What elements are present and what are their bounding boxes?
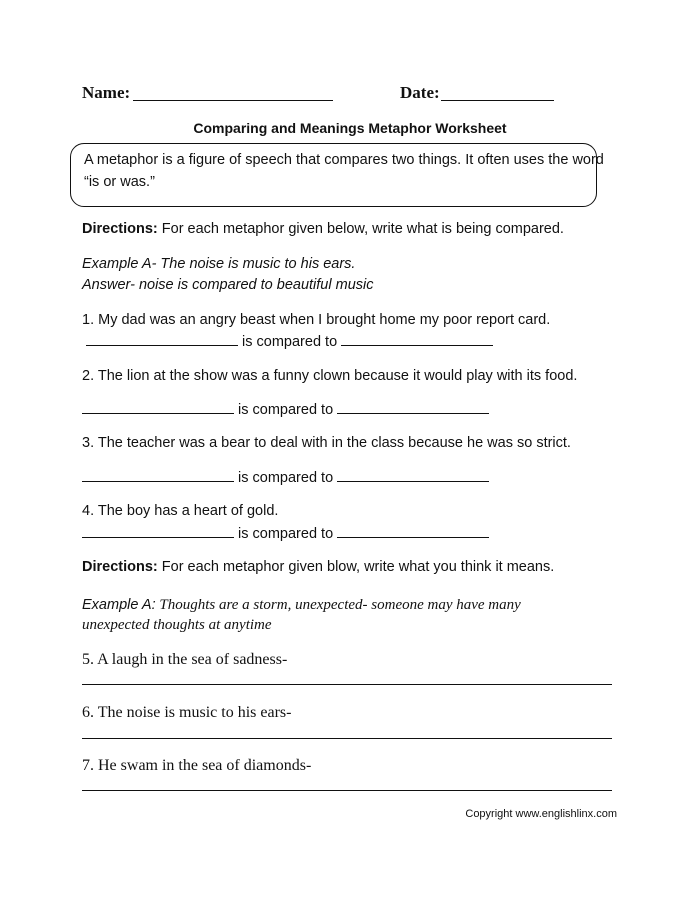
question-6: 6. The noise is music to his ears-	[82, 704, 292, 721]
question-5: 5. A laugh in the sea of sadness-	[82, 651, 288, 668]
answer-line-7[interactable]	[82, 790, 612, 791]
question-1: 1. My dad was an angry beast when I brought home my poor report card.	[82, 312, 551, 328]
definition-line-2: “is or was.”	[84, 174, 155, 190]
page-title: Comparing and Meanings Metaphor Worksheet	[193, 120, 507, 136]
answer-blank-1b[interactable]	[341, 333, 493, 346]
compared-to-2: is compared to	[238, 402, 334, 418]
answer-row-4	[82, 525, 489, 542]
question-7: 7. He swam in the sea of diamonds-	[82, 757, 312, 774]
example-2-text-1: Thoughts are a storm, unexpected- someone may have many	[155, 597, 521, 613]
question-3: 3. The teacher was a bear to deal with in the class because he was so strict.	[82, 435, 571, 451]
answer-blank-3b[interactable]	[337, 469, 489, 482]
example-1-line-1: Example A- The noise is music to his ears.	[82, 256, 356, 272]
directions-1-text: For each metaphor given below, write what is being compared.	[157, 221, 564, 237]
date-label: Date:	[400, 83, 440, 102]
directions-1	[82, 221, 564, 237]
question-2: 2. The lion at the show was a funny clown because it would play with its food.	[82, 368, 578, 384]
answer-blank-4a[interactable]	[82, 525, 234, 538]
name-label: Name:	[82, 83, 131, 102]
directions-1-label: Directions:	[82, 221, 158, 237]
answer-line-6[interactable]	[82, 738, 612, 739]
answer-row-1	[86, 333, 493, 350]
example-2-label: Example A:	[82, 597, 156, 613]
example-2-line-2: unexpected thoughts at anytime	[82, 617, 272, 633]
compared-to-1: is compared to	[242, 334, 338, 350]
copyright-footer: Copyright www.englishlinx.com	[465, 808, 617, 820]
compared-to-4: is compared to	[238, 526, 334, 542]
answer-line-5[interactable]	[82, 684, 612, 685]
date-field[interactable]	[441, 100, 554, 101]
definition-line-1: A metaphor is a figure of speech that compares two things. It often uses the word	[84, 152, 604, 168]
answer-blank-2b[interactable]	[337, 401, 489, 414]
directions-2-text: For each metaphor given blow, write what you think it means.	[157, 559, 555, 575]
compared-to-3: is compared to	[238, 470, 334, 486]
name-field[interactable]	[133, 100, 333, 101]
answer-blank-1a[interactable]	[86, 333, 238, 346]
answer-blank-2a[interactable]	[82, 401, 234, 414]
answer-blank-4b[interactable]	[337, 525, 489, 538]
answer-row-2	[82, 401, 489, 418]
directions-2-label: Directions:	[82, 559, 158, 575]
directions-2	[82, 559, 554, 575]
example-1-line-2: Answer- noise is compared to beautiful music	[82, 277, 374, 293]
example-2-line-1	[82, 597, 521, 614]
answer-blank-3a[interactable]	[82, 469, 234, 482]
question-4: 4. The boy has a heart of gold.	[82, 503, 279, 519]
answer-row-3	[82, 469, 489, 486]
